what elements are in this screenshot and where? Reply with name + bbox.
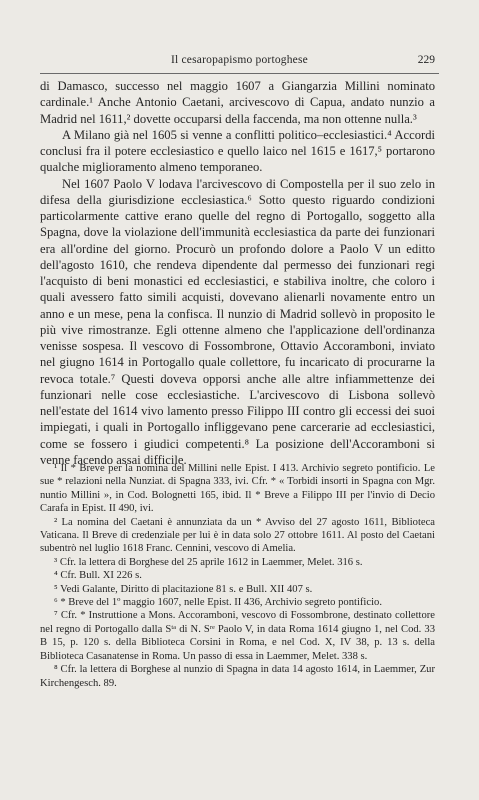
paragraph: A Milano già nel 1605 si venne a conflitti politico–ecclesiastici.⁴ Accordi conclusi fra il potere ecclesiastico e quello laico nel 1615 e 1617,⁵ portarono qualche miglioramento almeno temporaneo. (40, 127, 435, 175)
footnote: ⁸ Cfr. la lettera di Borghese al nunzio di Spagna in data 14 agosto 1614, in Laemmer, Zur Kirchengesch. 89. (40, 664, 435, 689)
footnotes (40, 462, 435, 690)
page-number: 229 (417, 54, 435, 66)
paragraph: Nel 1607 Paolo V lodava l'arcivescovo di Compostella per il suo zelo in difesa della giurisdizione ecclesiastica.⁶ Sotto questo riguardo condizioni particolarmente cattive erano quelle del regno di Portogallo, soggetto alla Spagna, dove la violazione dell'immunità ecclesiastica da parte dei funzionari era all'ordine del giorno. Procurò un profondo dolore a Paolo V un editto dell'agosto 1610, che rendeva dipendente dal permesso dei funzionari regi l'acquisto di beni monastici ed ecclesiastici, e stabiliva inoltre, che coloro i quali avessero fatto simili acquisti, dovevano alienarli novamente entro un anno e un mese, pena la confisca. Il nunzio di Madrid sollevò in proposito le più vive rimostranze. Egli ottenne almeno che l'applicazione dell'ordinanza venisse sospesa. Il vescovo di Fossombrone, Ottavio Accoramboni, inviato nel giugno 1614 in Portogallo quale collettore, fu incaricato di procurarne la revoca totale.⁷ Questi doveva opporsi anche alle altre infiammettenze dei funzionari nelle cose ecclesiastiche. L'arcivescovo di Lisbona sollevò nell'estate del 1614 vivo lamento presso Filippo III contro gli eccessi dei suoi impiegati, i quali in Portogallo infliggevano pene carcerarie ad ecclesiastici, come se fossero i giudici competenti.⁸ La posizione dell'Accoramboni si venne facendo assai difficile. (40, 176, 435, 467)
footnote: ¹ Il * Breve per la nomina del Millini nelle Epist. I 413. Archivio segreto pontificio. Le sue * relazioni nella Nunziat. di Spagna 333, ivi. Cfr. * « Torbidi insorti in Spagna con Mgr. nuntio Millini », in Cod. Bolognetti 165, ibid. Il * Breve a Filippo III per l'invio di Decio Carafa in Epist. II 490, ivi. (40, 463, 435, 515)
footnote: ⁶ * Breve del 1º maggio 1607, nelle Epist. II 436, Archivio segreto pontificio. (54, 597, 382, 609)
running-title: Il cesaropapismo portoghese (171, 54, 308, 66)
body-text (40, 78, 435, 468)
footnote: ⁵ Vedi Galante, Diritto di placitazione 81 s. e Bull. XII 407 s. (54, 583, 313, 595)
footnote: ² La nomina del Caetani è annunziata da un * Avviso del 27 agosto 1611, Biblioteca Vaticana. Il Breve di credenziale per lui è in data solo 27 ottobre 1611. Al posto del Caetani subentrò nel luglio 1618 Franc. Cennini, vescovo di Amelia. (40, 516, 435, 555)
footnote: ⁴ Cfr. Bull. XI 226 s. (54, 570, 142, 582)
footnote: ³ Cfr. la lettera di Borghese del 25 aprile 1612 in Laemmer, Melet. 316 s. (54, 556, 363, 568)
paragraph: di Damasco, successo nel maggio 1607 a Giangarzia Millini nominato cardinale.¹ Anche Antonio Caetani, arcivescovo di Capua, andato nunzio a Madrid nel 1611,² dovette occuparsi della faccenda, ma non ottenne nulla.³ (40, 79, 435, 126)
footnote: ⁷ Cfr. * Instruttione a Mons. Accoramboni, vescovo di Fossombrone, destinato collettore nel regno di Portogallo dalla Sᵗᵃ di N. Sʳᵉ Paolo V, in data Roma 1614 giugno 1, nel Cod. 33 B 15, p. 120 s. della Biblioteca Corsini in Roma, e nel Cod. X, IV 38, p. 13 s. della Biblioteca Casanatense in Roma. Un passo di essa in Laemmer, Melet. 338 s. (40, 610, 435, 662)
header-rule (40, 73, 439, 74)
page-header (40, 54, 439, 70)
